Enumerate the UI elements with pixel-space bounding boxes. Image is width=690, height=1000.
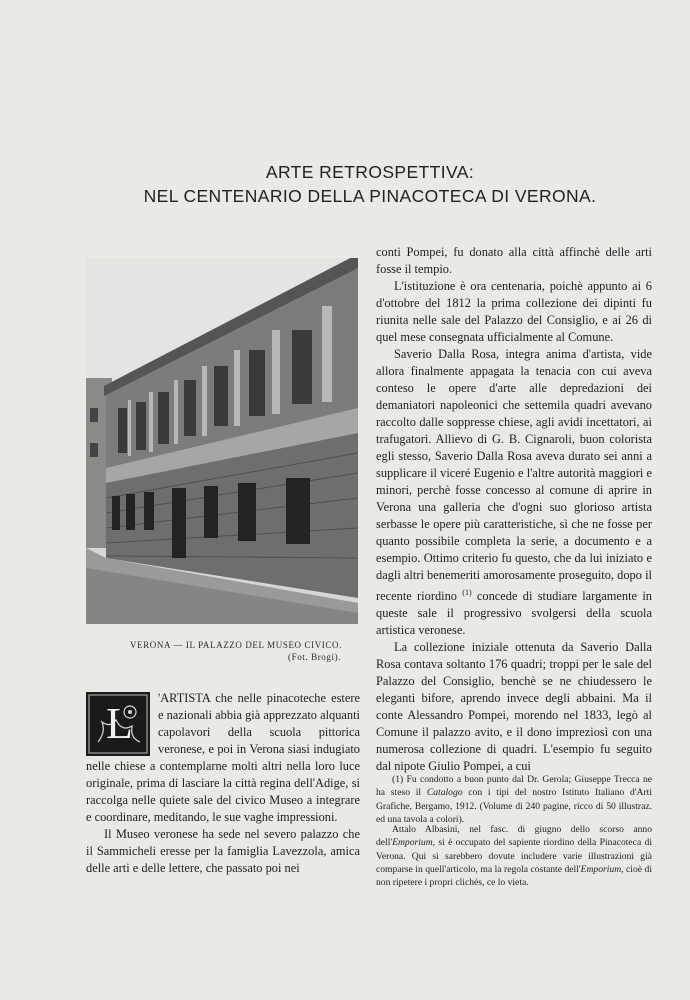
- paragraph-continuation: conti Pompei, fu donato alla città affinchè delle arti fosse il tempio.: [376, 245, 652, 276]
- ornamental-initial: [86, 692, 150, 756]
- photo-credit: (Fot. Brogi).: [288, 652, 342, 662]
- photo-caption: VERONA — IL PALAZZO DEL MUSEO CIVICO.: [130, 640, 342, 650]
- footnote-1: (1) Fu condotto a buon punto dal Dr. Gerola; Giuseppe Trecca ne ha steso il Catalogo con i tipi del nostro Istituto Italiano d'Arti Grafiche, Bergamo, 1912. (Volume di 240 pagine, ricco di 50 illustraz. ed una tavola a colori).: [376, 774, 652, 825]
- article-title-line-2: NEL CENTENARIO DELLA PINACOTECA DI VERONA.: [143, 186, 597, 206]
- footnote-2: Attalo Albasini, nel fasc. di giugno dello scorso anno dell'Emporium, si è occupato del sapiente riordino della Pinacoteca di Verona. Qui si sarebbero dovute includere varie illustrazioni già comparse in quell'articolo, ma la regola costante dell'Emporium, cioè di non ripetere i propri clichés, ce lo vieta.: [376, 824, 652, 889]
- intro-paragraph: 'ARTISTA che nelle pinacoteche estere e nazionali abbia già apprezzato alquanti capolavori della scuola pittorica veronese, e poi in Verona siasi indugiato nelle chiese a contemplarne molti altri nella loro luce originale, prima di lasciare la città regina dell'Adige, si raccolga nelle quiete sale del civico Museo a integrare e coordinare, meditando, le sue vaghe impressioni.: [86, 691, 360, 824]
- paragraph-dalla-rosa: Saverio Dalla Rosa, integra anima d'artista, vide allora finalmente appagata la tenacia con cui aveva conteso le opere d'arte alle depredazioni dei demaniatori napoleonici che settemila quadri avevano raccolto dalle soppresse chiese, agli avidi incettatori, ai trafugatori. Allievo di G. B. Cignaroli, buon colorista egli stesso, Saverio Dalla Rosa aveva durato sei anni a supplicare il viceré Eugenio e l'altre autorità maggiori e minori, perchè fosse concesso al comune di aprire in Verona una galleria che d'ogni suo glorioso artista serbasse le opere più caratteristiche, sì che ne fosse per quanto possibile completa la serie, a documento e a esempio. Ottimo criterio fu questo, che da lui iniziato e dagli altri benemeriti amorosamente proseguito, dopo il recente riordino $^{(1)}$ concede di studiare largamente in queste sale il progressivo svolgersi della scuola artistica veronese.: [376, 347, 652, 638]
- svg-text:L: L: [106, 699, 133, 748]
- museum-palace-photo: [86, 258, 358, 624]
- footnote-marker: (1): [462, 588, 472, 597]
- left-column: [86, 690, 360, 877]
- paragraph-collection: La collezione iniziale ottenuta da Saverio Dalla Rosa contava soltanto 176 quadri; troppi per le sale del Palazzo del Consiglio, benchè se ne chiudessero le eleganti bifore, aprendo invece degli abbaini. Ma il conte Alessandro Pompei, morendo nel 1833, legò al Comune il palazzo avito, e il dono impreziosì con una numerosa collezione di quadri. L'esempio fu seguito dal nipote Giulio Pompei, a cui: [376, 640, 652, 774]
- article-title-line-1: ARTE RETROSPETTIVA:: [265, 162, 475, 182]
- paragraph-institution: L'istituzione è ora centenaria, poichè appunto ai 6 d'ottobre del 1812 la prima collezione dei dipinti fu riunita nelle sale del Palazzo del Consiglio, e ai 26 di quel mese consegnata ufficialmente al Comune.: [376, 279, 652, 344]
- right-column: [376, 244, 652, 775]
- paragraph-museum-seat: Il Museo veronese ha sede nel severo palazzo che il Sammicheli eresse per la famiglia Lavezzola, amica delle arti e delle lettere, che passato poi nei: [86, 827, 360, 875]
